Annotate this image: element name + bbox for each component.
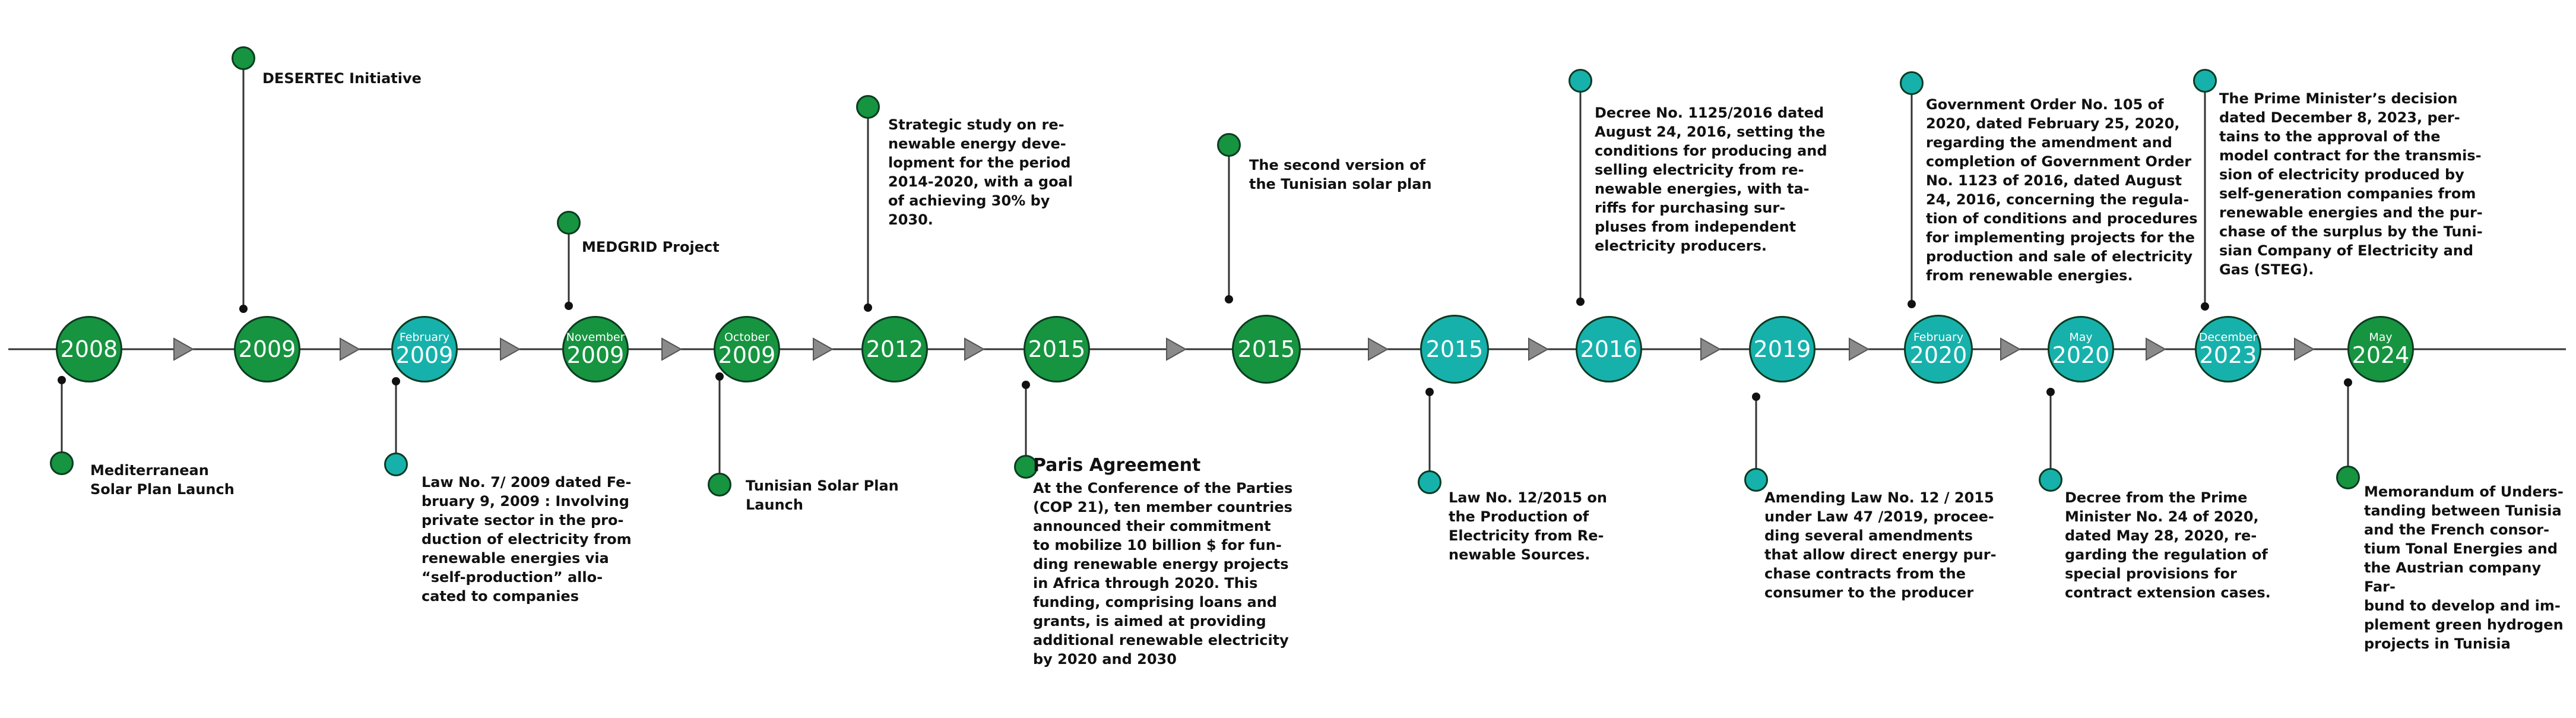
node-month-label: December — [2198, 331, 2258, 344]
event-e2016-dot — [1576, 298, 1585, 306]
event-e2009oct-dot — [715, 372, 724, 381]
connector-arrow-12 — [2001, 339, 2020, 360]
year-node-e2023dec — [2195, 316, 2261, 382]
connector-arrow-11 — [1849, 339, 1868, 360]
event-e2019-dot — [1752, 393, 1760, 401]
event-e2015b-description — [1249, 156, 1432, 194]
year-node-e2015a — [1024, 316, 1090, 382]
connector-arrow-10 — [1701, 339, 1720, 360]
year-node-e2015b — [1232, 315, 1301, 384]
connector-arrow-9 — [1529, 339, 1548, 360]
node-year-label: 2008 — [60, 336, 118, 362]
node-year-label: 2015 — [1425, 336, 1484, 362]
node-year-label: 2015 — [1028, 336, 1086, 362]
connector-arrow-2 — [340, 339, 359, 360]
event-e2015a-dot — [1022, 381, 1030, 389]
event-e2016-pin — [1569, 69, 1592, 93]
connector-arrow-14 — [2295, 339, 2314, 360]
node-month-label: November — [566, 331, 625, 344]
event-e2023dec-dot — [2201, 302, 2209, 311]
connector-arrow-13 — [2146, 339, 2165, 360]
event-e2009-description — [262, 69, 422, 88]
event-e2015a-description — [1033, 453, 1292, 669]
event-e2020may-dot — [2046, 388, 2055, 396]
event-e2019-description — [1764, 488, 1997, 602]
event-text: The Prime Minister’s decision dated December 8, 2023, per- tains to the approval of the model contract for the transmis- sion of electricity produced by self-generation companies from renewable energies and the pur- chase of the surplus by the Tuni- sian Company of Electricity and Gas (STEG). — [2219, 90, 2483, 278]
node-month-label: May — [2369, 331, 2393, 344]
node-year-label: 2009 — [238, 336, 296, 362]
year-node-e2009nov — [562, 316, 629, 382]
event-e2015b-dot — [1225, 295, 1233, 303]
event-e2009feb-pin — [384, 453, 408, 476]
event-e2012-dot — [864, 303, 872, 312]
event-heading: Paris Agreement — [1033, 455, 1201, 476]
node-year-label: 2015 — [1237, 336, 1295, 362]
year-node-e2009feb — [391, 316, 458, 382]
event-text: Memorandum of Unders- tanding between Tunisia and the French consor- tium Tonal Energies and the Austrian company Far- bund to develop and im- plement green hydrogen projects in Tunisia — [2364, 483, 2564, 652]
node-month-label: February — [399, 331, 450, 344]
event-e2015c-dot — [1425, 388, 1434, 396]
year-node-e2009 — [234, 316, 300, 382]
event-text: The second version of the Tunisian solar plan — [1249, 157, 1432, 192]
event-e2009oct-description — [746, 476, 899, 514]
year-node-e2016 — [1576, 316, 1642, 382]
node-year-label: 2009 — [395, 342, 454, 368]
node-month-label: May — [2069, 331, 2093, 344]
event-e2012-pin — [856, 95, 880, 119]
event-text: MEDGRID Project — [582, 239, 720, 255]
connector-arrow-6 — [965, 339, 984, 360]
event-e2009-pin — [232, 46, 255, 70]
event-e2016-description — [1595, 103, 1827, 255]
event-e2009feb-description — [422, 473, 632, 606]
connector-arrow-8 — [1368, 339, 1387, 360]
event-e2009-dot — [239, 305, 248, 313]
event-text: Law No. 7/ 2009 dated Fe- bruary 9, 2009 : Involving private sector in the pro- duction of electricity from renewable energies via “self-production” allo- cated to companies — [422, 474, 632, 605]
event-e2015c-pin — [1418, 470, 1441, 494]
node-year-label: 2019 — [1753, 336, 1811, 362]
year-node-e2024may — [2347, 316, 2414, 382]
year-node-e2019 — [1749, 316, 1815, 382]
event-e2009nov-description — [582, 238, 720, 257]
event-e2008-pin — [50, 451, 74, 475]
event-e2015b-pin — [1217, 133, 1241, 157]
year-node-e2015c — [1420, 315, 1489, 384]
node-year-label: 2024 — [2352, 342, 2410, 368]
event-e2024may-description — [2364, 482, 2576, 653]
event-e2012-description — [888, 115, 1073, 229]
event-text: Decree No. 1125/2016 dated August 24, 2016, setting the conditions for producing and selling electricity from re- newable energies, with ta- riffs for purchasing sur- pluses from independent electricity producers. — [1595, 105, 1827, 254]
event-e2008-description — [90, 461, 235, 499]
connector-arrow-3 — [500, 339, 519, 360]
year-node-e2020may — [2048, 316, 2114, 382]
event-text: Strategic study on re- newable energy deve- lopment for the period 2014-2020, with a goal of achieving 30% by 2030. — [888, 116, 1073, 228]
connector-arrow-5 — [813, 339, 832, 360]
year-node-e2008 — [56, 316, 122, 382]
event-text: Decree from the Prime Minister No. 24 of 2020, dated May 28, 2020, re- garding the regulation of special provisions for contract extension cases. — [2065, 489, 2271, 601]
event-e2015c-description — [1449, 488, 1607, 564]
node-year-label: 2016 — [1580, 336, 1638, 362]
connector-arrow-4 — [662, 339, 681, 360]
node-year-label: 2012 — [866, 336, 924, 362]
event-e2009feb-dot — [392, 377, 400, 385]
node-year-label: 2020 — [1909, 342, 1967, 368]
event-text: At the Conference of the Parties (COP 21), ten member countries announced their commitment to mobilize 10 billion $ for fun- ding renewable energy projects in Africa through 2020. This funding, comprising loans and grants, is aimed at providing additional renewable electricity by 2020 and 2030 — [1033, 480, 1293, 668]
event-e2020feb-dot — [1908, 300, 1916, 308]
node-month-label: October — [724, 331, 770, 344]
connector-arrow-1 — [174, 339, 193, 360]
event-e2023dec-description — [2219, 89, 2483, 279]
event-e2009nov-dot — [565, 302, 573, 310]
node-year-label: 2020 — [2052, 342, 2110, 368]
year-node-e2009oct — [714, 316, 780, 382]
year-node-e2020feb — [1904, 315, 1973, 384]
event-e2009oct-pin — [708, 473, 731, 496]
connector-arrow-7 — [1167, 339, 1186, 360]
event-text: Law No. 12/2015 on the Production of Electricity from Re- newable Sources. — [1449, 489, 1607, 563]
node-month-label: February — [1913, 331, 1964, 344]
event-e2020feb-pin — [1900, 71, 1924, 95]
event-e2009nov-pin — [557, 211, 581, 235]
event-e2024may-dot — [2344, 378, 2352, 387]
event-text: Government Order No. 105 of 2020, dated February 25, 2020, regarding the amendment and completion of Government Order No. 1123 of 2016, dated August 24, 2016, concerning the regula- tion of conditions and procedures for implementing projects for the production and sale of electricity from renewable energies. — [1926, 96, 2198, 284]
event-e2020may-pin — [2039, 468, 2062, 492]
year-node-e2012 — [861, 316, 928, 382]
event-text: Mediterranean Solar Plan Launch — [90, 462, 235, 498]
event-e2008-dot — [58, 376, 66, 384]
event-text: Tunisian Solar Plan Launch — [746, 477, 899, 513]
event-text: Amending Law No. 12 / 2015 under Law 47 /2019, procee- ding several amendments that allow direct energy pur- chase contracts from the consumer to the producer — [1764, 489, 1997, 601]
event-e2023dec-pin — [2193, 69, 2217, 93]
event-e2020feb-description — [1926, 95, 2198, 285]
event-e2020may-description — [2065, 488, 2271, 602]
node-year-label: 2023 — [2199, 342, 2257, 368]
node-year-label: 2009 — [718, 342, 776, 368]
node-year-label: 2009 — [566, 342, 625, 368]
event-text: DESERTEC Initiative — [262, 70, 422, 87]
event-e2024may-pin — [2336, 466, 2360, 489]
